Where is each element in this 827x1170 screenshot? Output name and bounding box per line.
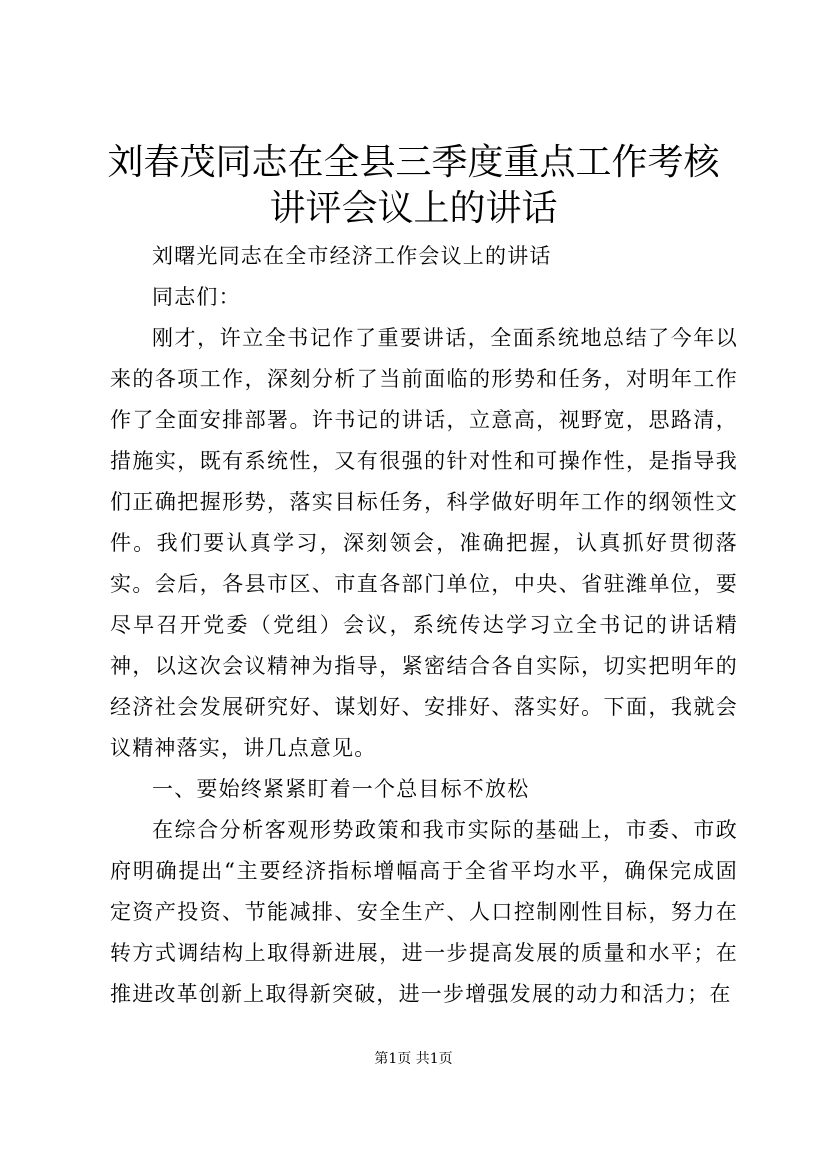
body-paragraph: 刚才，许立全书记作了重要讲话，全面系统地总结了今年以来的各项工作，深刻分析了当前面临的形势和任务，对明年工作作了全面安排部署。许书记的讲话，立意高，视野宽，思路清，措施实，既有系统性，又有很强的针对性和可操作性，是指导我们正确把握形势，落实目标任务，科学做好明年工作的纲领性文件。我们要认真学习，深刻领会，准确把握，认真抓好贯彻落实。会后，各县市区、市直各部门单位，中央、省驻潍单位，要尽早召开党委（党组）会议，系统传达学习立全书记的讲话精神，以这次会议精神为指导，紧密结合各自实际，切实把明年的经济社会发展研究好、谋划好、安排好、落实好。下面，我就会议精神落实，讲几点意见。: [110, 326, 738, 760]
page-number-footer: 第1页 共1页: [374, 1051, 453, 1067]
subtitle-paragraph: 刘曙光同志在全市经济工作会议上的讲话: [152, 244, 552, 268]
document-body: [110, 236, 738, 1015]
body-paragraph: 在综合分析客观形势政策和我市实际的基础上，市委、市政府明确提出“主要经济指标增幅高于全省平均水平，确保完成固定资产投资、节能减排、安全生产、人口控制刚性目标，努力在转方式调结构上取得新进展，进一步提高发展的质量和水平；在推进改革创新上取得新突破，进一步增强发展的动力和活力；在: [110, 818, 738, 1006]
document-title: 刘春茂同志在全县三季度重点工作考核讲评会议上的讲话: [107, 142, 720, 229]
section-heading: 一、要始终紧紧盯着一个总目标不放松: [152, 777, 530, 801]
salutation-paragraph: 同志们：: [152, 285, 241, 309]
